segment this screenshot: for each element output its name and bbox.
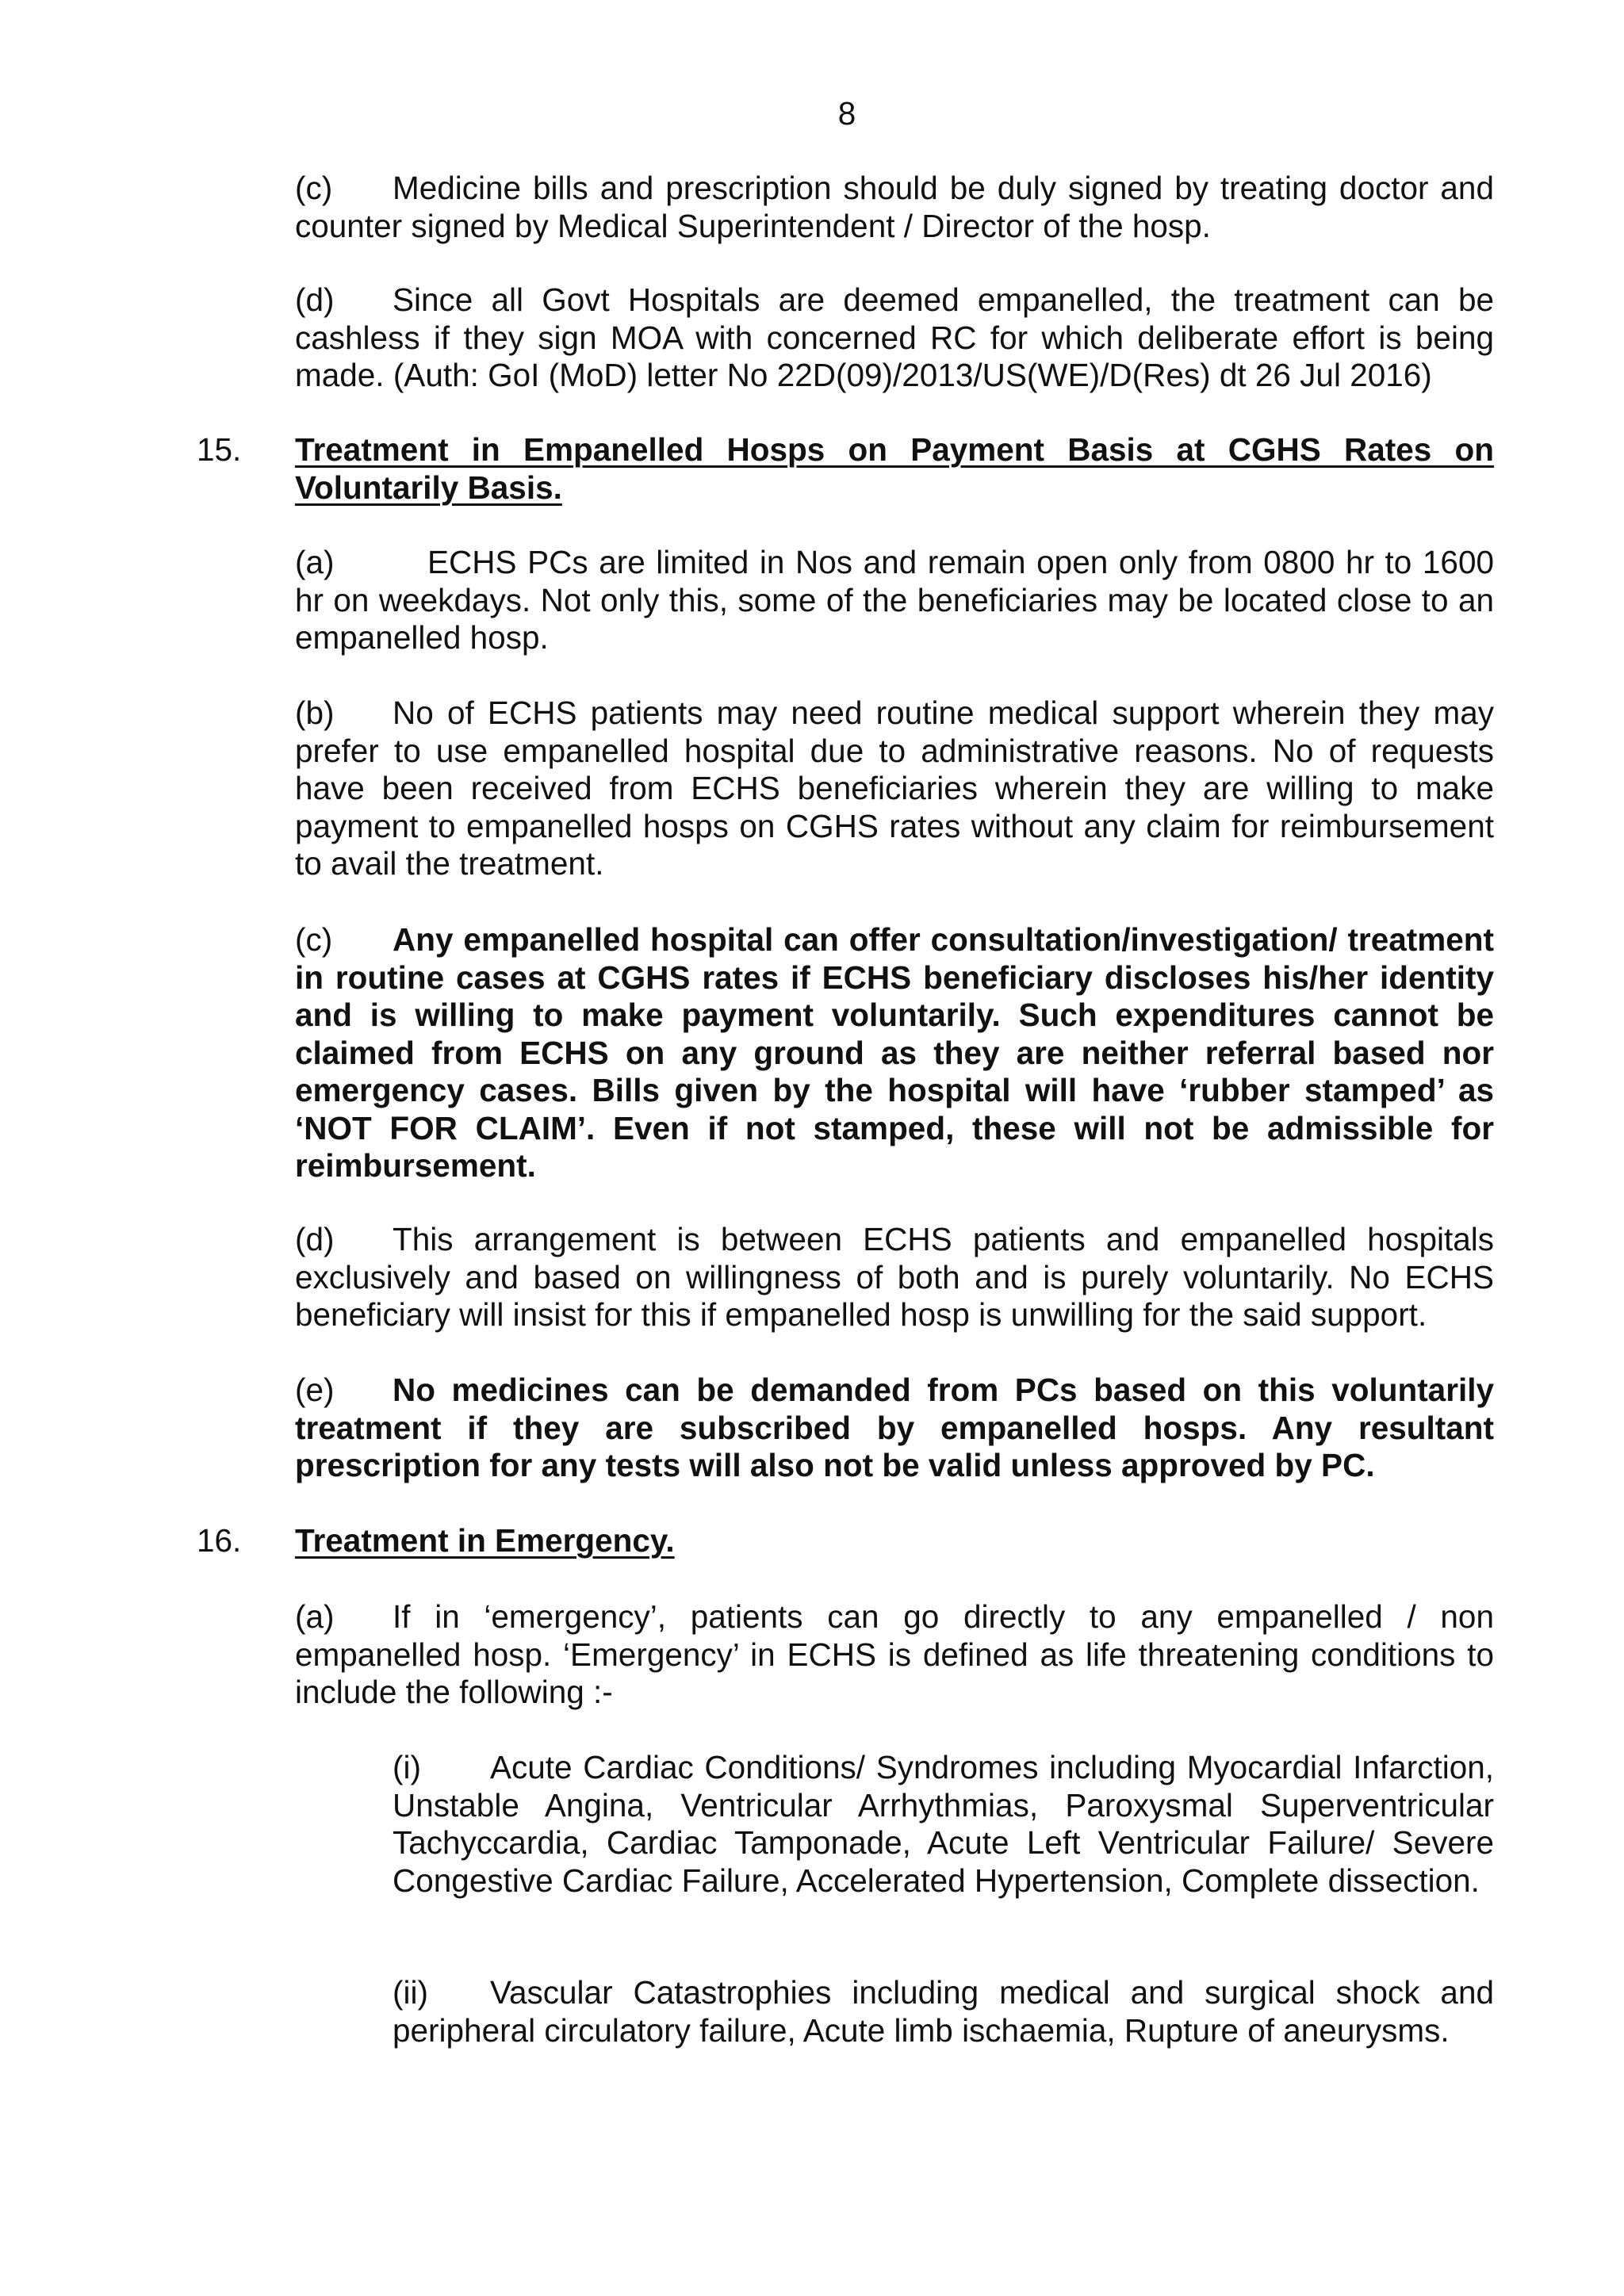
section-16-number: 16. (197, 1522, 242, 1559)
section-15-heading: Treatment in Empanelled Hosps on Payment Basis at CGHS Rates on Voluntarily Basis. (295, 431, 1494, 506)
para-16a (295, 1598, 1494, 1712)
para-text: If in ‘emergency’, patients can go directly to any empanelled / non empanelled hosp. ‘Emergency’ in ECHS is defined as life threatening conditions to include the following :- (295, 1598, 1494, 1710)
para-text: Since all Govt Hospitals are deemed empanelled, the treatment can be cashless if they sign MOA with concerned RC for which deliberate effort is being made. (Auth: GoI (MoD) letter No 22D(09)/2013/US(WE)/D(Res) dt 26 Jul 2016) (295, 281, 1494, 393)
para-text: ECHS PCs are limited in Nos and remain open only from 0800 hr to 1600 hr on weekdays. Not only this, some of the beneficiaries may be located close to an empanelled hosp. (295, 544, 1494, 656)
para-14c (295, 170, 1494, 245)
para-label: (d) (295, 281, 335, 318)
para-text: Any empanelled hospital can offer consultation/investigation/ treatment in routine cases at CGHS rates if ECHS beneficiary discloses his/her identity and is willing to make payment voluntarily. Such expenditures cannot be claimed from ECHS on any ground as they are neither referral based nor emergency cases. Bills given by the hospital will have ‘rubber stamped’ as ‘NOT FOR CLAIM’. Even if not stamped, these will not be admissible for reimbursement. (295, 921, 1494, 1184)
para-text: No of ECHS patients may need routine medical support wherein they may prefer to use empanelled hospital due to administrative reasons. No of requests have been received from ECHS beneficiaries wherein they are willing to make payment to empanelled hosps on CGHS rates without any claim for reimbursement to avail the treatment. (295, 695, 1494, 882)
para-15e (295, 1372, 1494, 1485)
para-text: Acute Cardiac Conditions/ Syndromes including Myocardial Infarction, Unstable Angina, Ventricular Arrhythmias, Paroxysmal Superventricular Tachyccardia, Cardiac Tamponade, Acute Left Ventricular Failure/ Severe Congestive Cardiac Failure, Accelerated Hypertension, Complete dissection. (393, 1749, 1494, 1899)
para-label: (c) (295, 170, 333, 206)
para-15d (295, 1221, 1494, 1334)
section-15-number: 15. (197, 431, 242, 468)
para-14d (295, 281, 1494, 395)
para-label: (a) (295, 1598, 335, 1635)
para-16a-i (393, 1749, 1494, 1900)
para-text: This arrangement is between ECHS patients and empanelled hospitals exclusively and based on willingness of both and is purely voluntarily. No ECHS beneficiary will insist for this if empanelled hosp is unwilling for the said support. (295, 1221, 1494, 1333)
para-label: (ii) (393, 1974, 428, 2011)
para-label: (c) (295, 921, 333, 958)
section-16-heading: Treatment in Emergency. (295, 1522, 675, 1559)
para-15c (295, 921, 1494, 1185)
para-label: (d) (295, 1221, 335, 1257)
para-16a-ii (393, 1974, 1494, 2049)
para-15a (295, 544, 1494, 657)
para-text: Vascular Catastrophies including medical and surgical shock and peripheral circulatory failure, Acute limb ischaemia, Rupture of aneurysms. (393, 1974, 1494, 2049)
para-15b (295, 695, 1494, 883)
para-text: Medicine bills and prescription should be duly signed by treating doctor and counter signed by Medical Superintendent / Director of the hosp. (295, 170, 1494, 244)
para-label: (i) (393, 1749, 421, 1785)
para-label: (b) (295, 695, 335, 731)
para-label: (a) (295, 544, 335, 580)
para-label: (e) (295, 1372, 335, 1408)
para-text: No medicines can be demanded from PCs based on this voluntarily treatment if they are subscribed by empanelled hosps. Any resultant prescription for any tests will also not be valid unless approved by PC. (295, 1372, 1494, 1483)
page-number: 8 (837, 95, 856, 132)
